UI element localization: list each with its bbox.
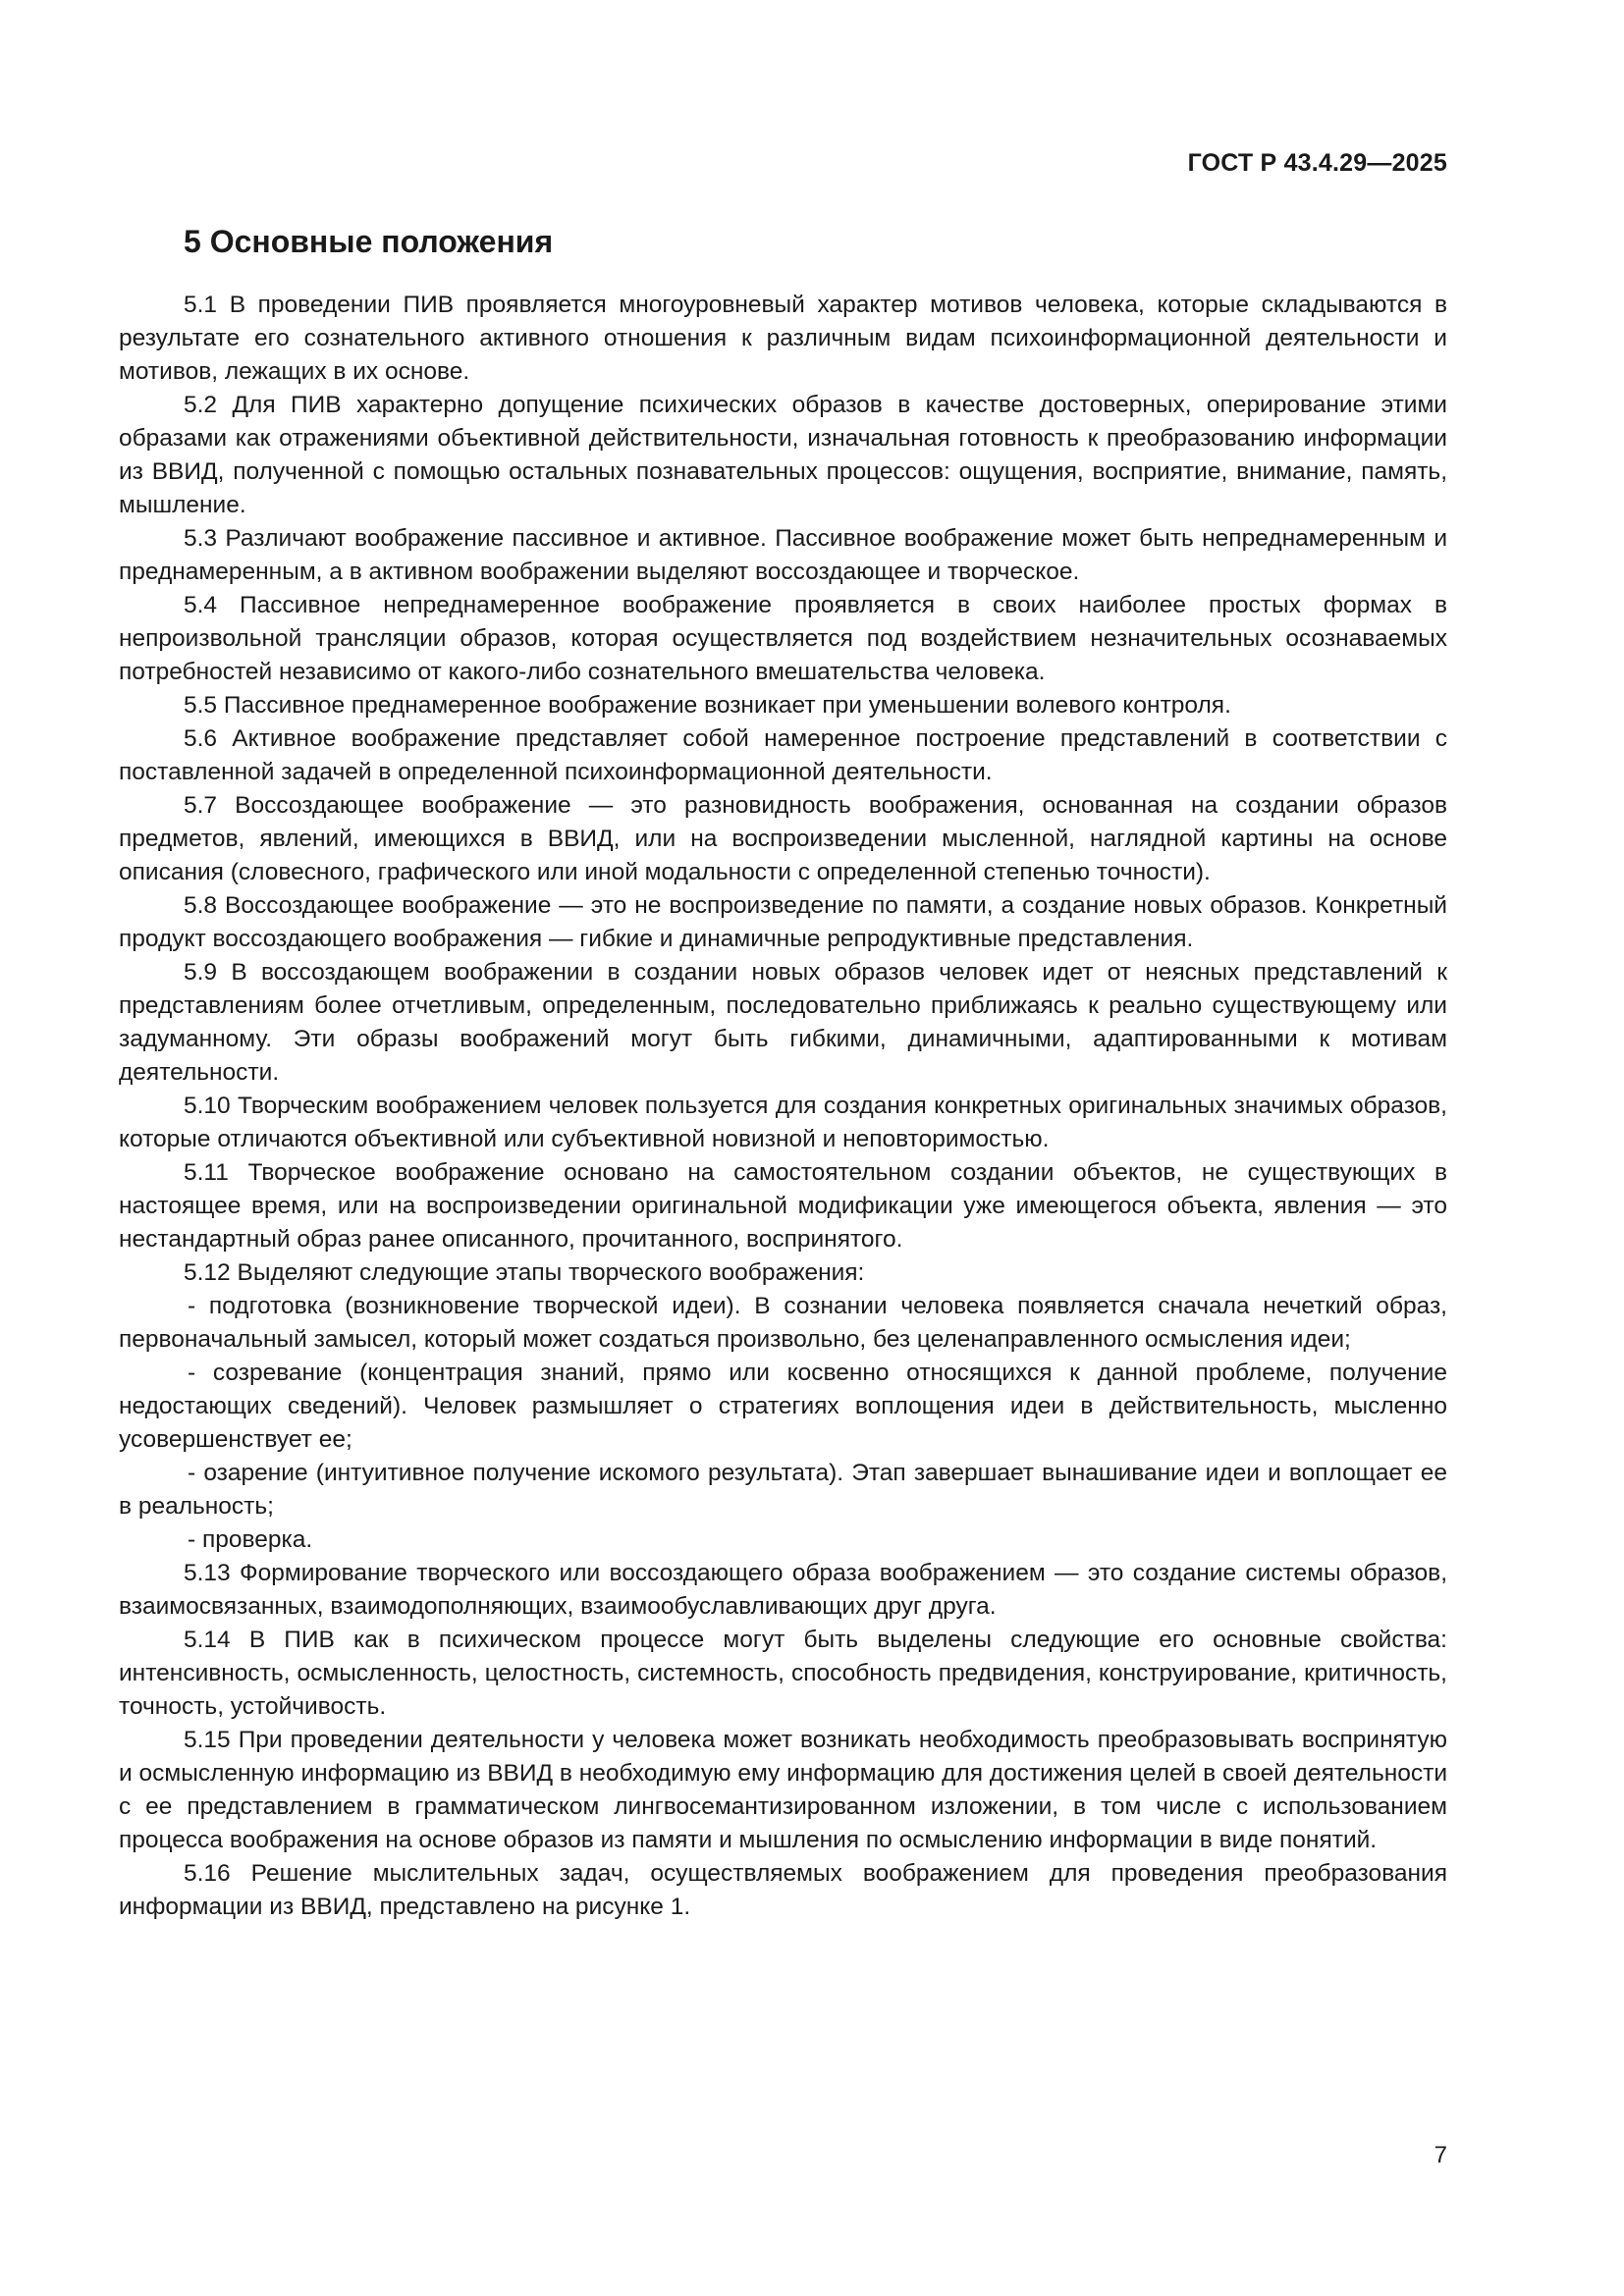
clause-5-6: 5.6 Активное воображение представляет собой намеренное построение представлений в соответствии с поставленной задачей в определенной психоинформационной деятельности.: [119, 725, 1447, 785]
clause-5-12: 5.12 Выделяют следующие этапы творческого воображения:: [184, 1259, 865, 1286]
page-number: 7: [1434, 2142, 1447, 2168]
stage-maturation: - созревание (концентрация знаний, прямо или косвенно относящихся к данной проблеме, получение недостающих сведений). Человек размышляет о стратегиях воплощения идеи в действительность, мысленно усовершенствует ее;: [119, 1360, 1447, 1453]
clause-5-7: 5.7 Воссоздающее воображение — это разновидность воображения, основанная на создании образов предметов, явлений, имеющихся в ВВИД, или на воспроизведении мысленной, наглядной картины на основе описания (словесного, графического или иной модальности с определенной степенью точности).: [119, 792, 1447, 885]
clause-5-5: 5.5 Пассивное преднамеренное воображение возникает при уменьшении волевого контроля.: [184, 692, 1231, 719]
stage-verification: - проверка.: [188, 1526, 313, 1553]
clause-5-11: 5.11 Творческое воображение основано на самостоятельном создании объектов, не существующих в настоящее время, или на воспроизведении оригинальной модификации уже имеющегося объекта, явления — это нестандартный образ ранее описанного, прочитанного, воспринятого.: [119, 1159, 1447, 1253]
section-body: [119, 289, 1447, 1924]
clause-5-13: 5.13 Формирование творческого или воссоздающего образа воображением — это создание системы образов, взаимосвязанных, взаимодополняющих, взаимообуславливающих друг друга.: [119, 1560, 1447, 1620]
document-code-header: ГОСТ Р 43.4.29—2025: [1187, 149, 1447, 177]
section-title: 5 Основные положения: [184, 224, 554, 259]
clause-5-8: 5.8 Воссоздающее воображение — это не воспроизведение по памяти, а создание новых образов. Конкретный продукт воссоздающего воображения — гибкие и динамичные репродуктивные представления.: [119, 892, 1447, 952]
clause-5-3: 5.3 Различают воображение пассивное и активное. Пассивное воображение может быть непреднамеренным и преднамеренным, а в активном воображении выделяют воссоздающее и творческое.: [119, 525, 1447, 585]
clause-5-2: 5.2 Для ПИВ характерно допущение психических образов в качестве достоверных, оперирование этими образами как отражениями объективной действительности, изначальная готовность к преобразованию информации из ВВИД, полученной с помощью остальных познавательных процессов: ощущения, восприятие, внимание, память, мышление.: [119, 392, 1447, 518]
clause-5-16: 5.16 Решение мыслительных задач, осуществляемых воображением для проведения преобразования информации из ВВИД, представлено на рисунке 1.: [119, 1860, 1447, 1920]
stage-preparation: - подготовка (возникновение творческой идеи). В сознании человека появляется сначала нечеткий образ, первоначальный замысел, который может создаться произвольно, без целенаправленного осмысления идеи;: [119, 1293, 1447, 1353]
stage-insight: - озарение (интуитивное получение искомого результата). Этап завершает вынашивание идеи и воплощает ее в реальность;: [119, 1460, 1447, 1520]
clause-5-14: 5.14 В ПИВ как в психическом процессе могут быть выделены следующие его основные свойства: интенсивность, осмысленность, целостность, системность, способность предвидения, конструирование, критичность, точность, устойчивость.: [119, 1627, 1447, 1720]
clause-5-4: 5.4 Пассивное непреднамеренное воображение проявляется в своих наиболее простых формах в непроизвольной трансляции образов, которая осуществляется под воздействием незначительных осознаваемых потребностей независимо от какого-либо сознательного вмешательства человека.: [119, 592, 1447, 685]
clause-5-1: 5.1 В проведении ПИВ проявляется многоуровневый характер мотивов человека, которые складываются в результате его сознательного активного отношения к различным видам психоинформационной деятельности и мотивов, лежащих в их основе.: [119, 292, 1447, 385]
clause-5-9: 5.9 В воссоздающем воображении в создании новых образов человек идет от неясных представлений к представлениям более отчетливым, определенным, последовательно приближаясь к реально существующему или задуманному. Эти образы воображений могут быть гибкими, динамичными, адаптированными к мотивам деятельности.: [119, 959, 1447, 1086]
clause-5-15: 5.15 При проведении деятельности у человека может возникать необходимость преобразовывать воспринятую и осмысленную информацию из ВВИД в необходимую ему информацию для достижения целей в своей деятельности с ее представлением в грамматическом лингвосемантизированном изложении, в том числе с использованием процесса воображения на основе образов из памяти и мышления по осмыслению информации в виде понятий.: [119, 1727, 1448, 1853]
clause-5-10: 5.10 Творческим воображением человек пользуется для создания конкретных оригинальных значимых образов, которые отличаются объективной или субъективной новизной и неповторимостью.: [119, 1093, 1447, 1152]
